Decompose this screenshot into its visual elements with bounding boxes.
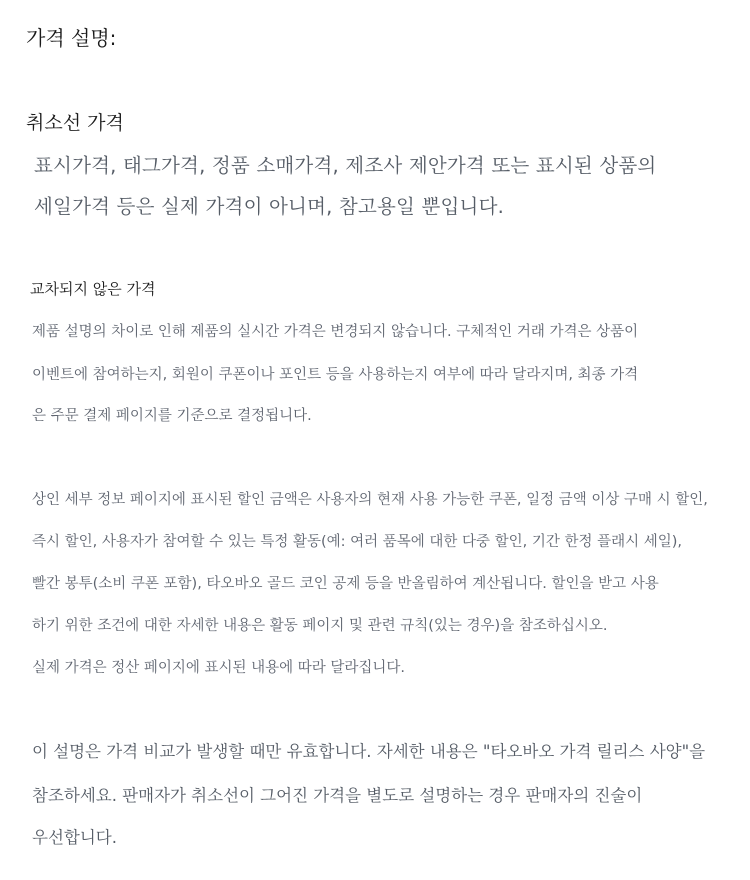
page-title: 가격 설명: [26, 26, 117, 50]
paragraph2-line-5: 실제 가격은 정산 페이지에 표시된 내용에 따라 달라집니다. [32, 660, 406, 676]
final-note-line-1: 이 설명은 가격 비교가 발생할 때만 유효합니다. 자세한 내용은 "타오바오 가격 릴리스 사양"을 [32, 742, 706, 761]
paragraph1-line-1: 제품 설명의 차이로 인해 제품의 실시간 가격은 변경되지 않습니다. 구체적인 거래 가격은 상품이 [32, 324, 639, 340]
strikethrough-price-heading: 취소선 가격 [26, 112, 124, 134]
strikethrough-text-line-1: 표시가격, 태그가격, 정품 소매가격, 제조사 제안가격 또는 표시된 상품의 [34, 154, 657, 177]
paragraph2-line-3: 빨간 봉투(소비 쿠폰 포함), 타오바오 골드 코인 공제 등을 반올림하여 계산됩니다. 할인을 받고 사용 [32, 576, 659, 592]
paragraph2-line-1: 상인 세부 정보 페이지에 표시된 할인 금액은 사용자의 현재 사용 가능한 쿠폰, 일정 금액 이상 구매 시 할인, [32, 492, 708, 508]
non-strikethrough-price-heading: 교차되지 않은 가격 [30, 280, 156, 298]
paragraph2-line-2: 즉시 할인, 사용자가 참여할 수 있는 특정 활동(예: 여러 품목에 대한 다중 할인, 기간 한정 플래시 세일), [32, 534, 683, 550]
final-note-line-2: 참조하세요. 판매자가 취소선이 그어진 가격을 별도로 설명하는 경우 판매자의 진술이 [32, 786, 643, 805]
paragraph1-line-3: 은 주문 결제 페이지를 기준으로 결정됩니다. [32, 408, 312, 424]
paragraph1-line-2: 이벤트에 참여하는지, 회원이 쿠폰이나 포인트 등을 사용하는지 여부에 따라 달라지며, 최종 가격 [32, 367, 639, 383]
strikethrough-text-line-2: 세일가격 등은 실제 가격이 아니며, 참고용일 뿐입니다. [34, 195, 505, 218]
paragraph2-line-4: 하기 위한 조건에 대한 자세한 내용은 활동 페이지 및 관련 규칙(있는 경우)을 참조하십시오. [32, 618, 608, 634]
final-note-line-3: 우선합니다. [32, 828, 117, 847]
